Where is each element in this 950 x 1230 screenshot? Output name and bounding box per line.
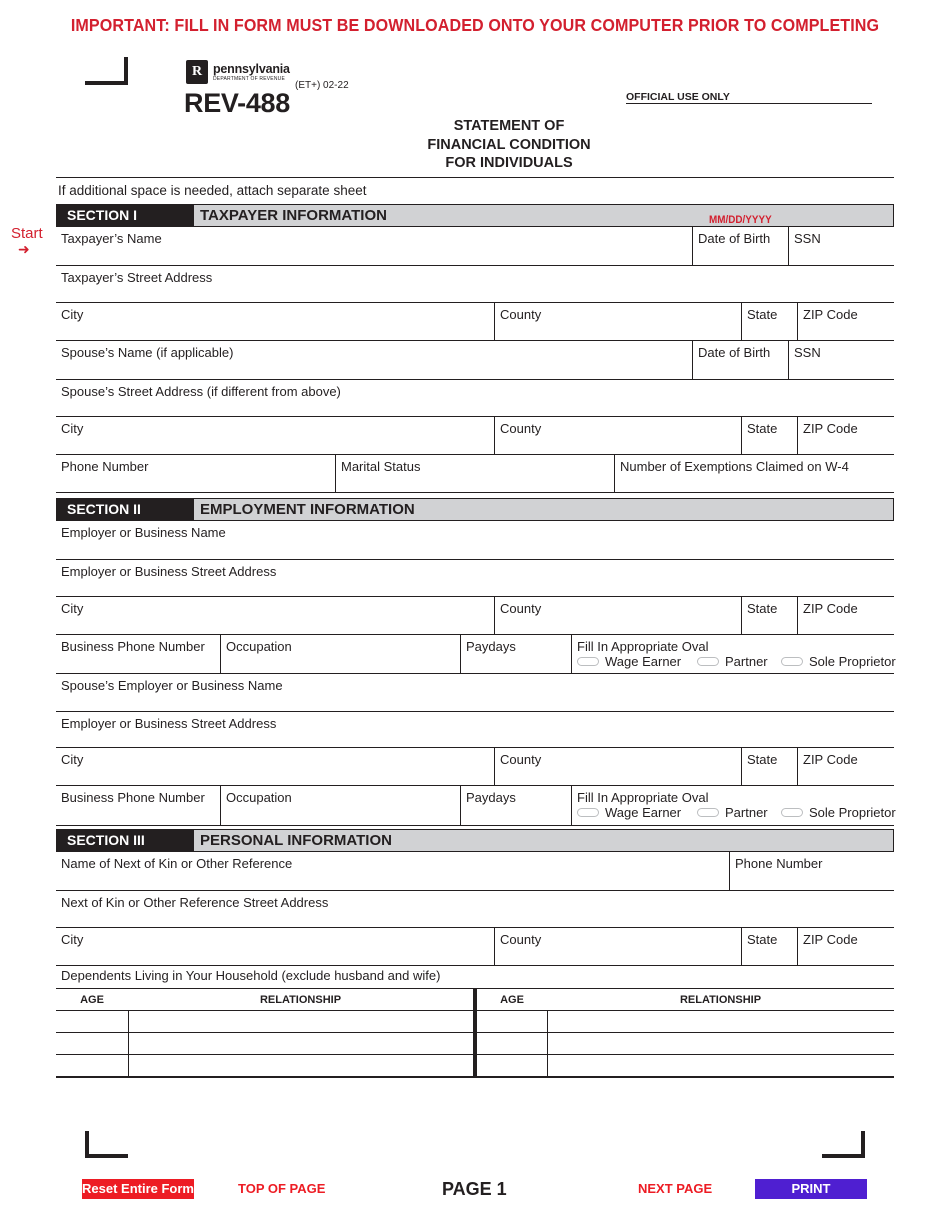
registration-mark-bottom-right bbox=[822, 1131, 865, 1158]
field-label: Occupation bbox=[226, 639, 292, 654]
dependent-relationship-cell[interactable] bbox=[547, 1033, 894, 1055]
field-label: Paydays bbox=[466, 790, 516, 805]
dependent-relationship-cell[interactable] bbox=[128, 1011, 475, 1033]
field-label: Employer or Business Name bbox=[61, 525, 226, 540]
spouse-employer-city-row bbox=[56, 748, 894, 786]
exemptions-field[interactable] bbox=[614, 455, 894, 492]
spouse-employer-county-field[interactable] bbox=[494, 748, 741, 785]
field-label: County bbox=[500, 307, 542, 322]
section-tag: SECTION I bbox=[57, 205, 194, 226]
spouse-occupation-field[interactable] bbox=[220, 786, 460, 825]
dependent-age-cell[interactable] bbox=[56, 1033, 128, 1055]
dependent-age-cell[interactable] bbox=[475, 1055, 547, 1077]
title-line: FOR INDIVIDUALS bbox=[445, 155, 573, 171]
field-label: SSN bbox=[794, 231, 821, 246]
column-header-age: AGE bbox=[56, 989, 128, 1011]
dependents-label: Dependents Living in Your Household (exclude husband and wife) bbox=[61, 968, 441, 983]
top-of-page-link[interactable]: TOP OF PAGE bbox=[238, 1181, 326, 1196]
phone-number-field[interactable] bbox=[56, 455, 335, 492]
field-label: Employer or Business Street Address bbox=[61, 716, 277, 731]
kin-name-field[interactable] bbox=[56, 852, 729, 890]
column-header-age: AGE bbox=[475, 989, 547, 1011]
table-row bbox=[56, 1033, 894, 1055]
spouse-city-field[interactable] bbox=[56, 417, 494, 454]
section-name: PERSONAL INFORMATION bbox=[200, 832, 392, 849]
spouse-paydays-field[interactable] bbox=[460, 786, 571, 825]
employer-address-row bbox=[56, 560, 894, 597]
employer-zip-field[interactable] bbox=[797, 597, 894, 634]
field-label: County bbox=[500, 752, 542, 767]
field-label: ZIP Code bbox=[803, 307, 858, 322]
column-header-relationship: RELATIONSHIP bbox=[128, 989, 475, 1011]
spouse-employer-name-field[interactable] bbox=[56, 674, 894, 711]
field-label: Taxpayer’s Name bbox=[61, 231, 162, 246]
date-format-hint: MM/DD/YYYY bbox=[709, 214, 772, 226]
spouse-employer-address-row bbox=[56, 712, 894, 748]
kin-city-field[interactable] bbox=[56, 928, 494, 965]
spouse-street-address-field[interactable] bbox=[56, 380, 894, 416]
field-label: Fill In Appropriate Oval bbox=[577, 639, 709, 654]
form-number: REV-488 bbox=[184, 88, 290, 118]
taxpayer-street-address-field[interactable] bbox=[56, 266, 894, 302]
field-label: Taxpayer’s Street Address bbox=[61, 270, 213, 285]
field-label: Occupation bbox=[226, 790, 292, 805]
dependent-relationship-cell[interactable] bbox=[128, 1055, 475, 1077]
column-header-relationship: RELATIONSHIP bbox=[547, 989, 894, 1011]
taxpayer-zip-field[interactable] bbox=[797, 303, 894, 340]
taxpayer-ssn-field[interactable] bbox=[788, 227, 894, 265]
employer-state-field[interactable] bbox=[741, 597, 797, 634]
reset-form-button[interactable]: Reset Entire Form bbox=[82, 1179, 194, 1199]
form-revision: (ET+) 02-22 bbox=[295, 80, 349, 91]
field-label: Name of Next of Kin or Other Reference bbox=[61, 856, 293, 871]
employer-city-row bbox=[56, 597, 894, 635]
taxpayer-city-field[interactable] bbox=[56, 303, 494, 340]
employer-city-field[interactable] bbox=[56, 597, 494, 634]
spouse-employer-details-row bbox=[56, 786, 894, 826]
kin-address-field[interactable] bbox=[56, 891, 894, 927]
business-phone-field[interactable] bbox=[56, 635, 220, 673]
download-warning-banner: IMPORTANT: FILL IN FORM MUST BE DOWNLOADED ONTO YOUR COMPUTER PRIOR TO COMPLETING bbox=[70, 15, 880, 35]
oval-radio-icon[interactable] bbox=[577, 657, 599, 666]
employer-county-field[interactable] bbox=[494, 597, 741, 634]
field-label: City bbox=[61, 307, 84, 322]
field-label: State bbox=[747, 752, 778, 767]
table-row bbox=[56, 1011, 894, 1033]
field-label: SSN bbox=[794, 345, 821, 360]
field-label: County bbox=[500, 932, 542, 947]
field-label: County bbox=[500, 601, 542, 616]
spouse-employer-zip-field[interactable] bbox=[797, 748, 894, 785]
spouse-employment-type-group bbox=[571, 786, 894, 825]
kin-address-row bbox=[56, 891, 894, 928]
section-tag: SECTION II bbox=[57, 499, 194, 520]
oval-radio-icon[interactable] bbox=[577, 808, 599, 817]
taxpayer-name-field[interactable] bbox=[56, 227, 692, 265]
field-label: City bbox=[61, 752, 84, 767]
divider bbox=[56, 177, 894, 178]
official-use-field[interactable] bbox=[626, 103, 872, 104]
taxpayer-name-row bbox=[56, 227, 894, 266]
dependents-table bbox=[56, 988, 894, 1078]
field-label: Spouse’s Name (if applicable) bbox=[61, 345, 234, 360]
kin-zip-field[interactable] bbox=[797, 928, 894, 965]
additional-space-note: If additional space is needed, attach separate sheet bbox=[58, 183, 367, 198]
spouse-dob-field[interactable] bbox=[692, 341, 788, 379]
dependent-relationship-cell[interactable] bbox=[547, 1055, 894, 1077]
field-label: Business Phone Number bbox=[61, 639, 205, 654]
field-label: ZIP Code bbox=[803, 752, 858, 767]
field-label: Spouse’s Employer or Business Name bbox=[61, 678, 283, 693]
kin-city-row bbox=[56, 928, 894, 966]
field-label: ZIP Code bbox=[803, 932, 858, 947]
taxpayer-state-field[interactable] bbox=[741, 303, 797, 340]
kin-state-field[interactable] bbox=[741, 928, 797, 965]
section-2-header bbox=[56, 498, 894, 521]
oval-radio-icon[interactable] bbox=[697, 808, 719, 817]
spouse-ssn-field[interactable] bbox=[788, 341, 894, 379]
dependent-age-cell[interactable] bbox=[475, 1033, 547, 1055]
field-label: Next of Kin or Other Reference Street Address bbox=[61, 895, 329, 910]
spouse-name-row bbox=[56, 341, 894, 380]
field-label: Employer or Business Street Address bbox=[61, 564, 277, 579]
taxpayer-city-row bbox=[56, 303, 894, 341]
sole-proprietor-option[interactable]: Sole Proprietor bbox=[781, 805, 896, 820]
field-label: ZIP Code bbox=[803, 421, 858, 436]
sole-proprietor-option[interactable]: Sole Proprietor bbox=[781, 654, 896, 669]
dependent-relationship-cell[interactable] bbox=[547, 1011, 894, 1033]
table-header-row bbox=[56, 989, 894, 1011]
spouse-state-field[interactable] bbox=[741, 417, 797, 454]
print-button[interactable]: PRINT bbox=[755, 1179, 867, 1199]
spouse-business-phone-field[interactable] bbox=[56, 786, 220, 825]
official-use-label: OFFICIAL USE ONLY bbox=[626, 91, 730, 103]
registration-mark-top-left bbox=[85, 57, 128, 85]
taxpayer-dob-field[interactable] bbox=[692, 227, 788, 265]
taxpayer-county-field[interactable] bbox=[494, 303, 741, 340]
section-3-header bbox=[56, 829, 894, 852]
field-label: Marital Status bbox=[341, 459, 421, 474]
page-number: PAGE 1 bbox=[442, 1179, 507, 1199]
phone-marital-row bbox=[56, 455, 894, 493]
dependent-age-cell[interactable] bbox=[56, 1055, 128, 1077]
start-arrow-icon: ➜ bbox=[18, 241, 30, 257]
spouse-address-row bbox=[56, 380, 894, 417]
marital-status-field[interactable] bbox=[335, 455, 614, 492]
spouse-employer-address-field[interactable] bbox=[56, 712, 894, 747]
paydays-field[interactable] bbox=[460, 635, 571, 673]
field-label: City bbox=[61, 932, 84, 947]
field-label: State bbox=[747, 932, 778, 947]
section-name: TAXPAYER INFORMATION bbox=[200, 207, 387, 224]
spouse-employer-city-field[interactable] bbox=[56, 748, 494, 785]
field-label: Date of Birth bbox=[698, 345, 771, 360]
field-label: Paydays bbox=[466, 639, 516, 654]
spouse-city-row bbox=[56, 417, 894, 455]
field-label: City bbox=[61, 421, 84, 436]
employer-address-field[interactable] bbox=[56, 560, 894, 596]
title-line: STATEMENT OF bbox=[453, 118, 565, 134]
kin-name-row bbox=[56, 852, 894, 891]
field-label: ZIP Code bbox=[803, 601, 858, 616]
field-label: Business Phone Number bbox=[61, 790, 205, 805]
spouse-name-field[interactable] bbox=[56, 341, 692, 379]
oval-radio-icon[interactable] bbox=[781, 808, 803, 817]
field-label: State bbox=[747, 421, 778, 436]
spouse-employer-state-field[interactable] bbox=[741, 748, 797, 785]
field-label: City bbox=[61, 601, 84, 616]
dependent-age-cell[interactable] bbox=[56, 1011, 128, 1033]
field-label: Date of Birth bbox=[698, 231, 771, 246]
oval-radio-icon[interactable] bbox=[781, 657, 803, 666]
employer-name-field[interactable] bbox=[56, 521, 894, 559]
field-label: State bbox=[747, 601, 778, 616]
title-line: FINANCIAL CONDITION bbox=[427, 136, 591, 153]
occupation-field[interactable] bbox=[220, 635, 460, 673]
employment-type-options bbox=[577, 654, 896, 669]
oval-radio-icon[interactable] bbox=[697, 657, 719, 666]
field-label: Spouse’s Street Address (if different from above) bbox=[61, 384, 341, 399]
field-label: State bbox=[747, 307, 778, 322]
wage-earner-option[interactable]: Wage Earner bbox=[577, 805, 697, 820]
kin-phone-field[interactable] bbox=[729, 852, 894, 890]
next-page-link[interactable]: NEXT PAGE bbox=[638, 1181, 713, 1196]
employment-type-options bbox=[577, 805, 896, 820]
start-label: Start bbox=[11, 225, 43, 242]
spouse-zip-field[interactable] bbox=[797, 417, 894, 454]
partner-option[interactable]: Partner bbox=[697, 654, 781, 669]
taxpayer-address-row bbox=[56, 266, 894, 303]
dependent-age-cell[interactable] bbox=[475, 1011, 547, 1033]
employer-details-row bbox=[56, 635, 894, 674]
kin-county-field[interactable] bbox=[494, 928, 741, 965]
table-row bbox=[56, 1055, 894, 1077]
agency-subtitle: DEPARTMENT OF REVENUE bbox=[213, 76, 285, 82]
field-label: Fill In Appropriate Oval bbox=[577, 790, 709, 805]
employer-name-row bbox=[56, 521, 894, 560]
registration-mark-bottom-left bbox=[85, 1131, 128, 1158]
form-title bbox=[380, 117, 638, 173]
partner-option[interactable]: Partner bbox=[697, 805, 781, 820]
agency-name: pennsylvania bbox=[213, 62, 290, 76]
field-label: Phone Number bbox=[735, 856, 823, 871]
spouse-county-field[interactable] bbox=[494, 417, 741, 454]
field-label: Phone Number bbox=[61, 459, 149, 474]
section-tag: SECTION III bbox=[57, 830, 194, 851]
employment-type-group bbox=[571, 635, 894, 673]
section-name: EMPLOYMENT INFORMATION bbox=[200, 501, 415, 518]
spouse-employer-name-row bbox=[56, 674, 894, 712]
dependent-relationship-cell[interactable] bbox=[128, 1033, 475, 1055]
keystone-logo-icon: R bbox=[186, 60, 208, 84]
field-label: County bbox=[500, 421, 542, 436]
wage-earner-option[interactable]: Wage Earner bbox=[577, 654, 697, 669]
field-label: Number of Exemptions Claimed on W-4 bbox=[620, 459, 849, 474]
